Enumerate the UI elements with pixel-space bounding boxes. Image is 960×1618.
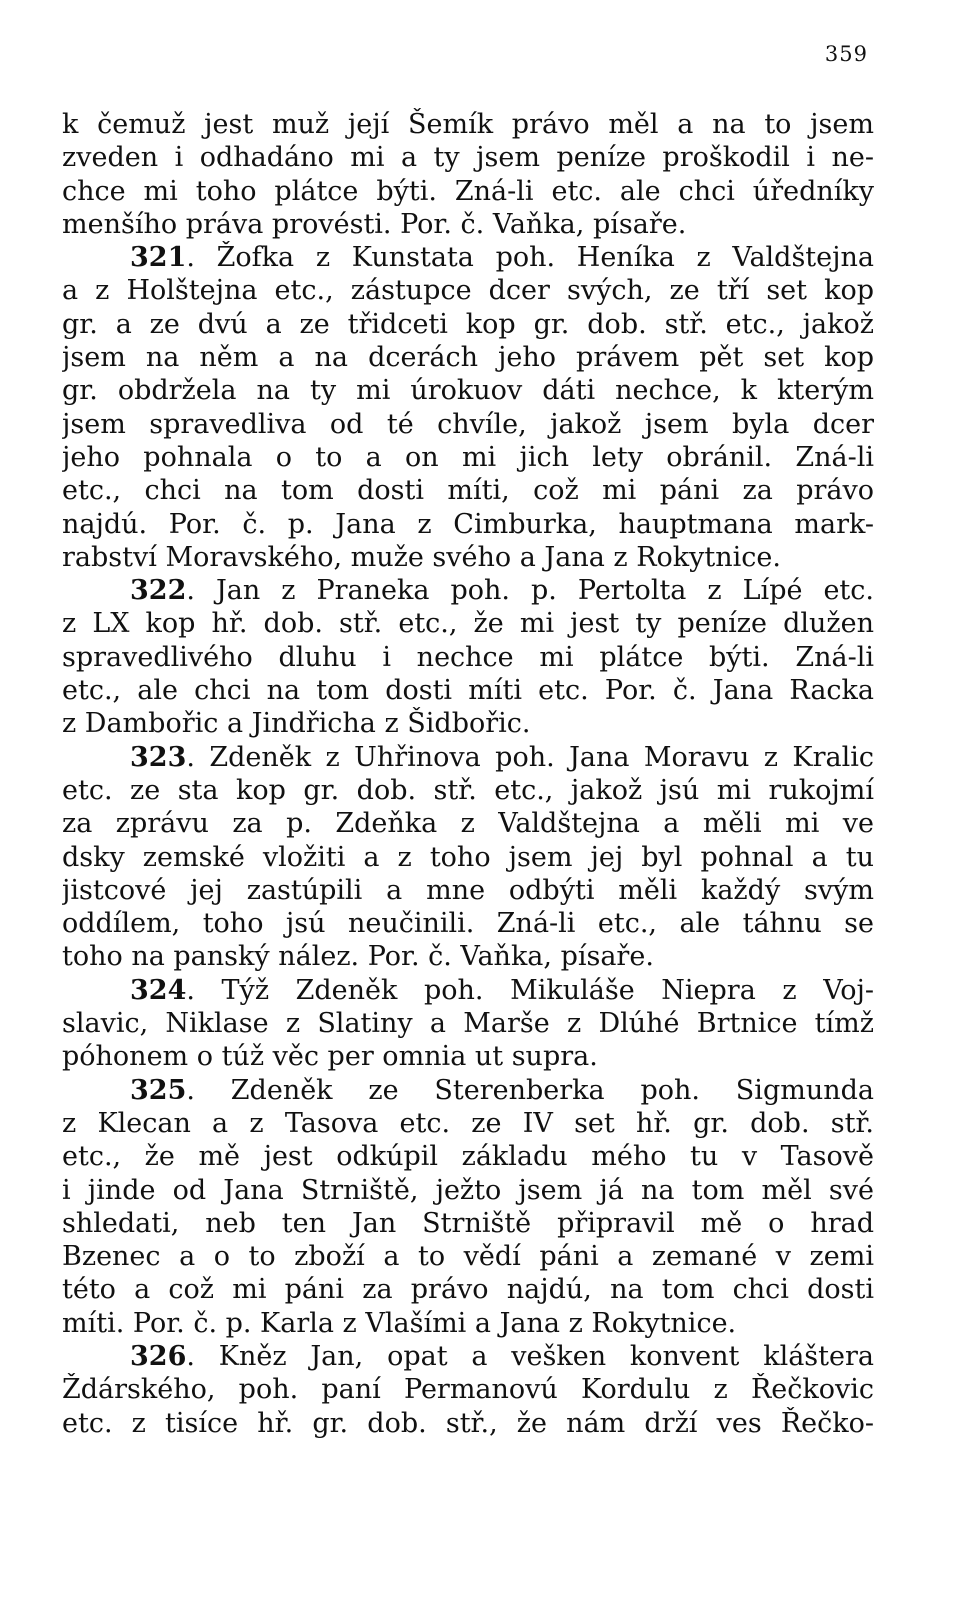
line-text: chce mi toho plátce býti. Zná-li etc. ale chci úředníky	[62, 175, 874, 207]
text-line	[62, 1007, 874, 1040]
text-line	[62, 807, 874, 840]
line-text: z LX kop hř. dob. stř. etc., že mi jest ty peníze dlužen	[62, 608, 874, 640]
line-text: etc., že mě jest odkúpil základu mého tu v Tasově	[62, 1141, 874, 1173]
entry-number: 323	[130, 741, 187, 773]
line-text: . Zdeněk z Uhřinova poh. Jana Moravu z Kralic	[186, 741, 874, 773]
line-text: jistcové jej zastúpili a mne odbýti měli každý svým	[62, 874, 874, 906]
line-text: jsem spravedliva od té chvíle, jakož jsem byla dcer	[62, 408, 874, 440]
line-text: Ždárského, poh. paní Permanovú Kordulu z Řečkovic	[62, 1374, 874, 1406]
line-text: zveden i odhadáno mi a ty jsem peníze proškodil i ne-	[62, 142, 874, 174]
entry-start-line	[62, 741, 874, 774]
line-text: slavic, Niklase z Slatiny a Marše z Dlúhé Brtnice tímž	[62, 1008, 874, 1040]
text-line	[62, 1273, 874, 1306]
line-text: za zprávu za p. Zdeňka z Valdštejna a měli mi ve	[62, 808, 874, 840]
text-line	[62, 208, 874, 241]
body-text	[62, 108, 874, 1440]
line-text: etc. ze sta kop gr. dob. stř. etc., jakož jsú mi rukojmí	[62, 774, 874, 806]
text-line	[62, 1307, 874, 1340]
entry-start-line	[62, 241, 874, 274]
line-text: Bzenec a o to zboží a to vědí páni a zemané v zemi	[62, 1241, 874, 1273]
text-line	[62, 408, 874, 441]
line-text: najdú. Por. č. p. Jana z Cimburka, hauptmana mark-	[62, 508, 874, 540]
line-text: oddílem, toho jsú neučinili. Zná-li etc., ale táhnu se	[62, 908, 874, 940]
line-text: . Zdeněk ze Sterenberka poh. Sigmunda	[186, 1074, 874, 1106]
entry-start-line	[62, 1340, 874, 1373]
text-line	[62, 541, 874, 574]
line-text: etc., ale chci na tom dosti míti etc. Por. č. Jana Racka	[62, 675, 874, 707]
text-line	[62, 374, 874, 407]
line-text: . Kněz Jan, opat a vešken konvent kláštera	[186, 1340, 874, 1372]
text-line	[62, 1407, 874, 1440]
text-line	[62, 274, 874, 307]
page-number: 359	[824, 42, 868, 66]
line-text: míti. Por. č. p. Karla z Vlašími a Jana z Rokytnice.	[62, 1307, 737, 1339]
entry-number: 322	[130, 575, 187, 607]
text-line	[62, 1140, 874, 1173]
text-line	[62, 1174, 874, 1207]
text-line	[62, 141, 874, 174]
line-text: této a což mi páni za právo najdú, na tom chci dosti	[62, 1274, 874, 1306]
line-text: toho na panský nález. Por. č. Vaňka, písaře.	[62, 941, 654, 973]
text-line	[62, 674, 874, 707]
entry-number: 325	[130, 1074, 187, 1106]
line-text: i jinde od Jana Strniště, ježto jsem já na tom měl své	[62, 1174, 874, 1206]
line-text: a z Holštejna etc., zástupce dcer svých, ze tří set kop	[62, 275, 874, 307]
line-text: z Klecan a z Tasova etc. ze IV set hř. gr. dob. stř.	[62, 1107, 874, 1139]
text-line	[62, 1207, 874, 1240]
line-text: menšího práva provésti. Por. č. Vaňka, písaře.	[62, 208, 687, 240]
line-text: gr. obdržela na ty mi úrokuov dáti nechce, k kterým	[62, 375, 874, 407]
text-line	[62, 774, 874, 807]
entry-start-line	[62, 574, 874, 607]
line-text: dsky zemské vložiti a z toho jsem jej byl pohnal a tu	[62, 841, 874, 873]
text-line	[62, 607, 874, 640]
line-text: jeho pohnala o to a on mi jich lety obránil. Zná-li	[62, 441, 874, 473]
text-line	[62, 940, 874, 973]
line-text: . Týž Zdeněk poh. Mikuláše Niepra z Voj-	[186, 974, 874, 1006]
line-text: jsem na něm a na dcerách jeho právem pět set kop	[62, 342, 874, 374]
text-line	[62, 341, 874, 374]
text-line	[62, 841, 874, 874]
text-line	[62, 308, 874, 341]
text-line	[62, 441, 874, 474]
text-line	[62, 641, 874, 674]
line-text: gr. a ze dvú a ze třidceti kop gr. dob. stř. etc., jakož	[62, 308, 874, 340]
text-line	[62, 1240, 874, 1273]
entry-number: 326	[130, 1340, 187, 1372]
text-line	[62, 508, 874, 541]
entry-start-line	[62, 1074, 874, 1107]
text-line	[62, 874, 874, 907]
entry-number: 324	[130, 974, 187, 1006]
line-text: etc., chci na tom dosti míti, což mi páni za právo	[62, 475, 874, 507]
text-line	[62, 175, 874, 208]
line-text: shledati, neb ten Jan Strniště připravil mě o hrad	[62, 1207, 874, 1239]
text-line	[62, 1107, 874, 1140]
text-line	[62, 474, 874, 507]
line-text: k čemuž jest muž její Šemík právo měl a na to jsem	[62, 109, 874, 140]
line-text: . Žofka z Kunstata poh. Heníka z Valdštejna	[186, 242, 874, 274]
entry-number: 321	[130, 242, 187, 274]
line-text: rabství Moravského, muže svého a Jana z Rokytnice.	[62, 541, 781, 573]
line-text: . Jan z Praneka poh. p. Pertolta z Lípé etc.	[186, 575, 874, 607]
text-line	[62, 108, 874, 141]
entry-start-line	[62, 974, 874, 1007]
text-line	[62, 907, 874, 940]
text-line	[62, 1040, 874, 1073]
text-line	[62, 1373, 874, 1406]
line-text: spravedlivého dluhu i nechce mi plátce býti. Zná-li	[62, 641, 874, 673]
line-text: etc. z tisíce hř. gr. dob. stř., že nám drží ves Řečko-	[62, 1407, 874, 1439]
text-line	[62, 707, 874, 740]
line-text: z Dambořic a Jindřicha z Šidbořic.	[62, 708, 531, 740]
line-text: póhonem o túž věc per omnia ut supra.	[62, 1041, 598, 1073]
